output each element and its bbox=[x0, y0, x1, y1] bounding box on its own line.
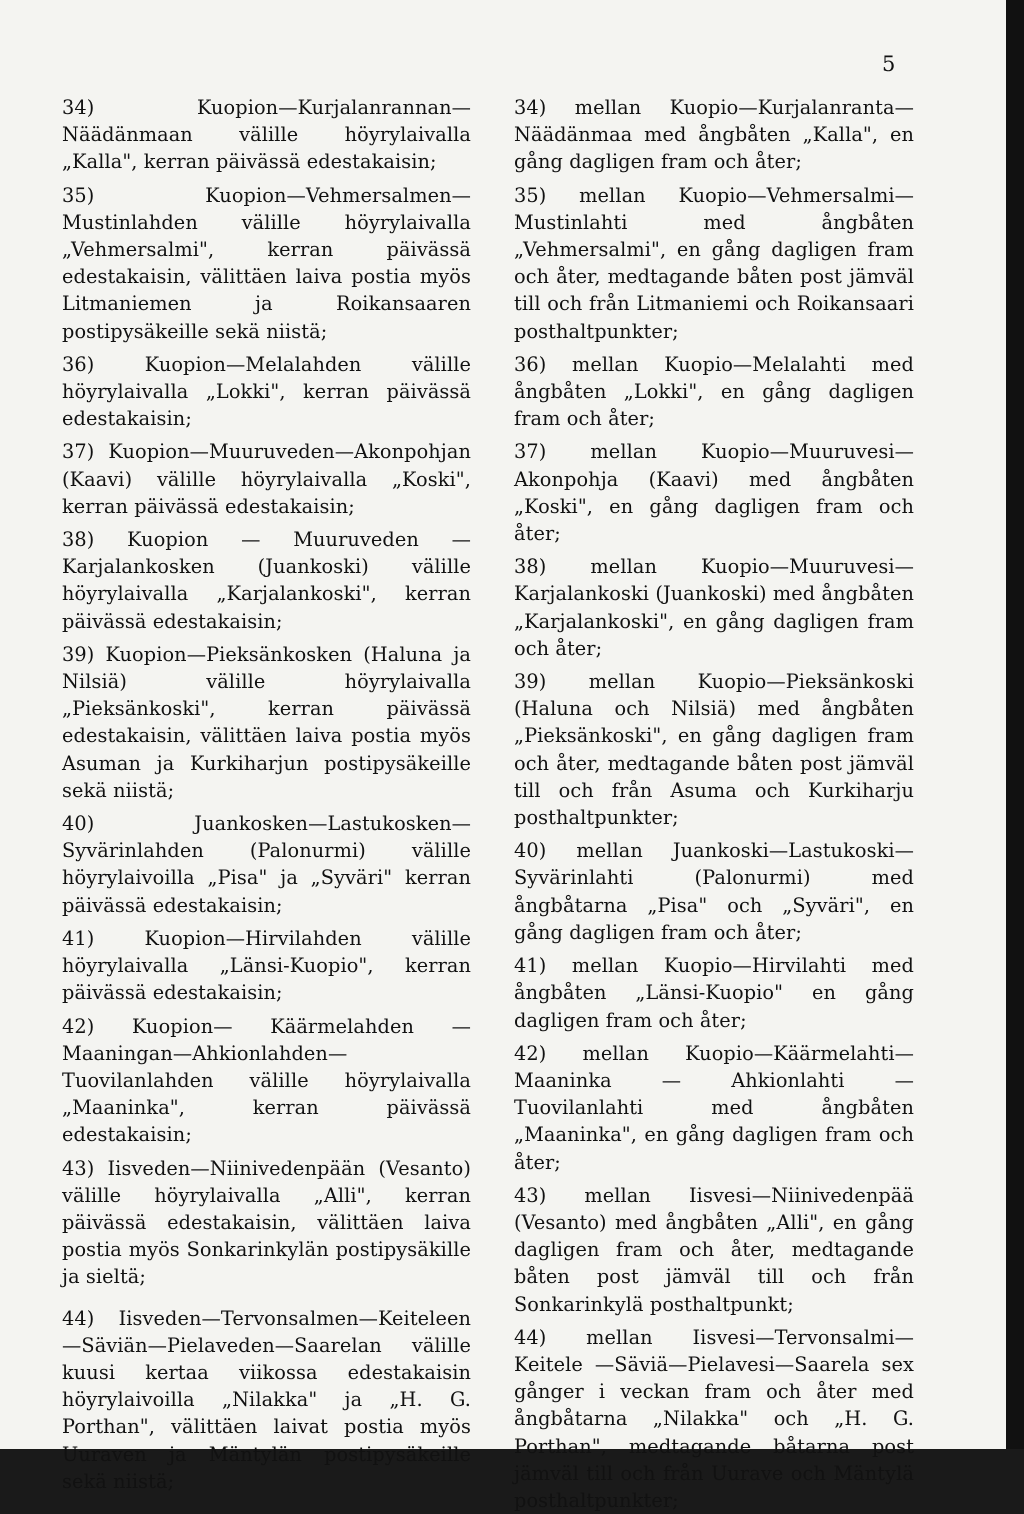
scan-edge bbox=[1006, 0, 1024, 1449]
swedish-entry-35: 35) mellan Kuopio—Vehmersalmi—Mustinlahti med ångbåten „Vehmersalmi", en gång dagligen fram och åter, medtagande båten post jämväl till och från Litmaniemi och Roikansaari posthaltpunkter; bbox=[514, 183, 914, 343]
finnish-entry-44: 44) Iisveden—Tervonsalmen—Keiteleen—Säviän—Pielaveden—Saarelan välille kuusi kertaa viikossa edestakaisin höyrylaivoilla „Nilakka" ja „H. G. Porthan", välittäen laivat postia myös Uuraven ja Mäntylän postipysäkeille sekä niistä; bbox=[62, 1306, 471, 1493]
finnish-column bbox=[62, 94, 471, 1495]
finnish-entry-35: 35) Kuopion—Vehmersalmen—Mustinlahden välille höyrylaivalla „Vehmersalmi", kerran päivässä edestakaisin, välittäen laiva postia myös Litmaniemen ja Roikansaaren postipysäkeille sekä niistä; bbox=[62, 183, 471, 343]
finnish-entry-38: 38) Kuopion — Muuruveden — Karjalankosken (Juankoski) välille höyrylaivalla „Karjalankoski", kerran päivässä edestakaisin; bbox=[62, 528, 471, 633]
finnish-entry-34: 34) Kuopion—Kurjalanrannan—Näädänmaan välille höyrylaivalla „Kalla", kerran päivässä edestakaisin; bbox=[62, 96, 471, 174]
finnish-entry-40: 40) Juankosken—Lastukosken—Syvärinlahden (Palonurmi) välille höyrylaivoilla „Pisa" ja „Syväri" kerran päivässä edestakaisin; bbox=[62, 812, 471, 917]
swedish-entry-38: 38) mellan Kuopio—Muuruvesi—Karjalankoski (Juankoski) med ångbåten „Karjalankoski", en gång dagligen fram och åter; bbox=[514, 555, 914, 660]
swedish-column bbox=[514, 94, 914, 1514]
finnish-entry-42: 42) Kuopion— Käärmelahden —Maaningan—Ahkionlahden—Tuovilanlahden välille höyrylaivalla „Maaninka", kerran päivässä edestakaisin; bbox=[62, 1014, 471, 1147]
swedish-entry-42: 42) mellan Kuopio—Käärmelahti—Maaninka — Ahkionlahti — Tuovilanlahti med ångbåten „Maaninka", en gång dagligen fram och åter; bbox=[514, 1041, 914, 1174]
finnish-entry-37: 37) Kuopion—Muuruveden—Akonpohjan (Kaavi) välille höyrylaivalla „Koski", kerran päivässä edestakaisin; bbox=[62, 440, 471, 518]
swedish-entry-39: 39) mellan Kuopio—Pieksänkoski (Haluna och Nilsiä) med ångbåten „Pieksänkoski", en gång dagligen fram och åter, medtagande båten post jämväl till och från Asuma och Kurkiharju posthaltpunkter; bbox=[514, 670, 914, 830]
page-number: 5 bbox=[882, 52, 896, 76]
finnish-entry-39: 39) Kuopion—Pieksänkosken (Haluna ja Nilsiä) välille höyrylaivalla „Pieksänkoski", kerran päivässä edestakaisin, välittäen laiva postia myös Asuman ja Kurkiharjun postipysäkeille sekä niistä; bbox=[62, 642, 471, 802]
finnish-entry-36: 36) Kuopion—Melalahden välille höyrylaivalla „Lokki", kerran päivässä edestakaisin; bbox=[62, 352, 471, 431]
swedish-entry-37: 37) mellan Kuopio—Muuruvesi—Akonpohja (Kaavi) med ångbåten „Koski", en gång dagligen fram och åter; bbox=[514, 440, 914, 546]
swedish-entry-40: 40) mellan Juankoski—Lastukoski—Syvärinlahti (Palonurmi) med ångbåtarna „Pisa" och „Syväri", en gång dagligen fram och åter; bbox=[514, 839, 914, 944]
swedish-entry-36: 36) mellan Kuopio—Melalahti med ångbåten „Lokki", en gång dagligen fram och åter; bbox=[514, 352, 914, 431]
swedish-entry-44: 44) mellan Iisvesi—Tervonsalmi—Keitele —Säviä—Pielavesi—Saarela sex gånger i veckan fram och åter med ångbåtarna „Nilakka" och „H. G. Porthan", medtagande båtarna post jämväl till och från Uurave och Mäntylä posthaltpunkter; bbox=[514, 1325, 914, 1512]
swedish-entry-43: 43) mellan Iisvesi—Niinivedenpää (Vesanto) med ångbåten „Alli", en gång dagligen fram och åter, medtagande båten post jämväl till och från Sonkarinkylä posthaltpunkt; bbox=[514, 1183, 914, 1316]
finnish-entry-43: 43) Iisveden—Niinivedenpään (Vesanto) välille höyrylaivalla „Alli", kerran päivässä edestakaisin, välittäen laiva postia myös Sonkarinkylän postipysäkille ja sieltä; bbox=[62, 1156, 471, 1289]
swedish-entry-34: 34) mellan Kuopio—Kurjalanranta—Näädänmaa med ångbåten „Kalla", en gång dagligen fram och åter; bbox=[514, 96, 914, 174]
finnish-entry-41: 41) Kuopion—Hirvilahden välille höyrylaivalla „Länsi-Kuopio", kerran päivässä edestakaisin; bbox=[62, 926, 471, 1005]
swedish-entry-41: 41) mellan Kuopio—Hirvilahti med ångbåten „Länsi-Kuopio" en gång dagligen fram och åter; bbox=[514, 954, 914, 1032]
